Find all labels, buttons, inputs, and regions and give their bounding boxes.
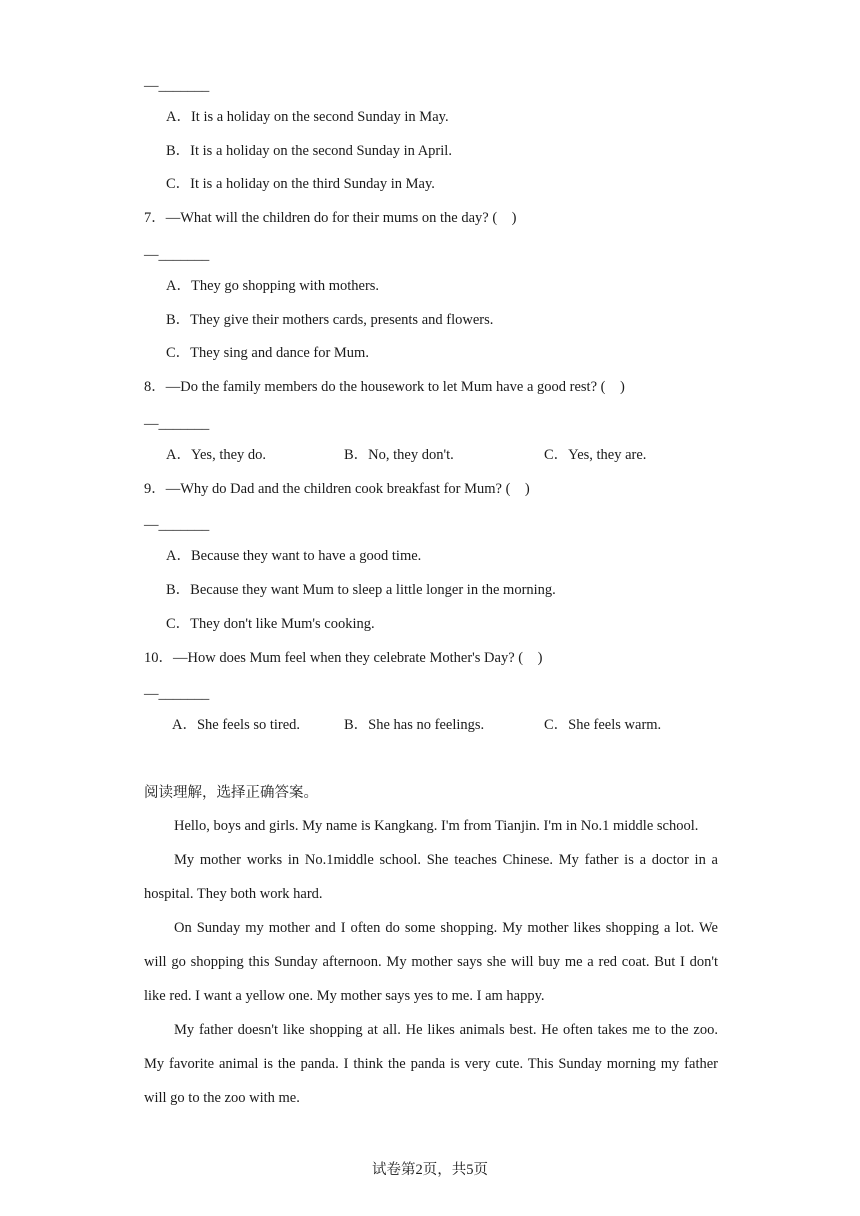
q9-option-b: B．Because they want Mum to sleep a little longer in the morning. (166, 582, 556, 598)
passage-paragraph-3: On Sunday my mother and I often do some shopping. My mother likes shopping a lot. We will go shopping this Sunday afternoon. My mother says she will buy me a red coat. But I don't like red. I want a yellow one. My mother says yes to me. I am happy. (144, 920, 718, 1004)
answer-blank: —_______ (144, 686, 210, 702)
q6-option-c: C．It is a holiday on the third Sunday in May. (166, 176, 435, 192)
q7-option-a: A．They go shopping with mothers. (166, 278, 380, 294)
q10-stem: 10．—How does Mum feel when they celebrate Mother's Day? ( ) (144, 650, 543, 666)
q6-option-a: A．It is a holiday on the second Sunday in May. (166, 109, 449, 125)
q8-stem: 8．—Do the family members do the housework to let Mum have a good rest? ( ) (144, 379, 625, 395)
q8-option-c: C．Yes, they are. (544, 447, 647, 463)
answer-blank: —_______ (144, 416, 210, 432)
q10-option-a: A．She feels so tired. (172, 717, 301, 733)
q8-option-b: B．No, they don't. (344, 447, 454, 463)
passage-paragraph-2: My mother works in No.1middle school. She teaches Chinese. My father is a doctor in a hospital. They both work hard. (144, 852, 718, 902)
q9-option-a: A．Because they want to have a good time. (166, 548, 422, 564)
reading-passage (144, 809, 718, 1115)
answer-blank: —_______ (144, 247, 210, 263)
q7-stem: 7．—What will the children do for their mums on the day? ( ) (144, 210, 517, 226)
answer-blank: —_______ (144, 78, 210, 94)
passage-paragraph-4: My father doesn't like shopping at all. He likes animals best. He often takes me to the zoo. My favorite animal is the panda. I think the panda is very cute. This Sunday morning my father will go to the zoo with me. (144, 1022, 718, 1106)
q7-option-b: B．They give their mothers cards, presents and flowers. (166, 312, 494, 328)
q8-option-a: A．Yes, they do. (166, 447, 267, 463)
q9-stem: 9．—Why do Dad and the children cook breakfast for Mum? ( ) (144, 481, 530, 497)
answer-blank: —_______ (144, 517, 210, 533)
passage-paragraph-1: Hello, boys and girls. My name is Kangkang. I'm from Tianjin. I'm in No.1 middle school. (174, 818, 699, 834)
q9-option-c: C．They don't like Mum's cooking. (166, 616, 375, 632)
q7-option-c: C．They sing and dance for Mum. (166, 345, 369, 361)
reading-heading: 阅读理解，选择正确答案。 (144, 785, 318, 801)
q10-option-b: B．She has no feelings. (344, 717, 485, 733)
q6-option-b: B．It is a holiday on the second Sunday in April. (166, 143, 452, 159)
page-footer: 试卷第2页，共5页 (372, 1162, 488, 1178)
q10-option-c: C．She feels warm. (544, 717, 662, 733)
